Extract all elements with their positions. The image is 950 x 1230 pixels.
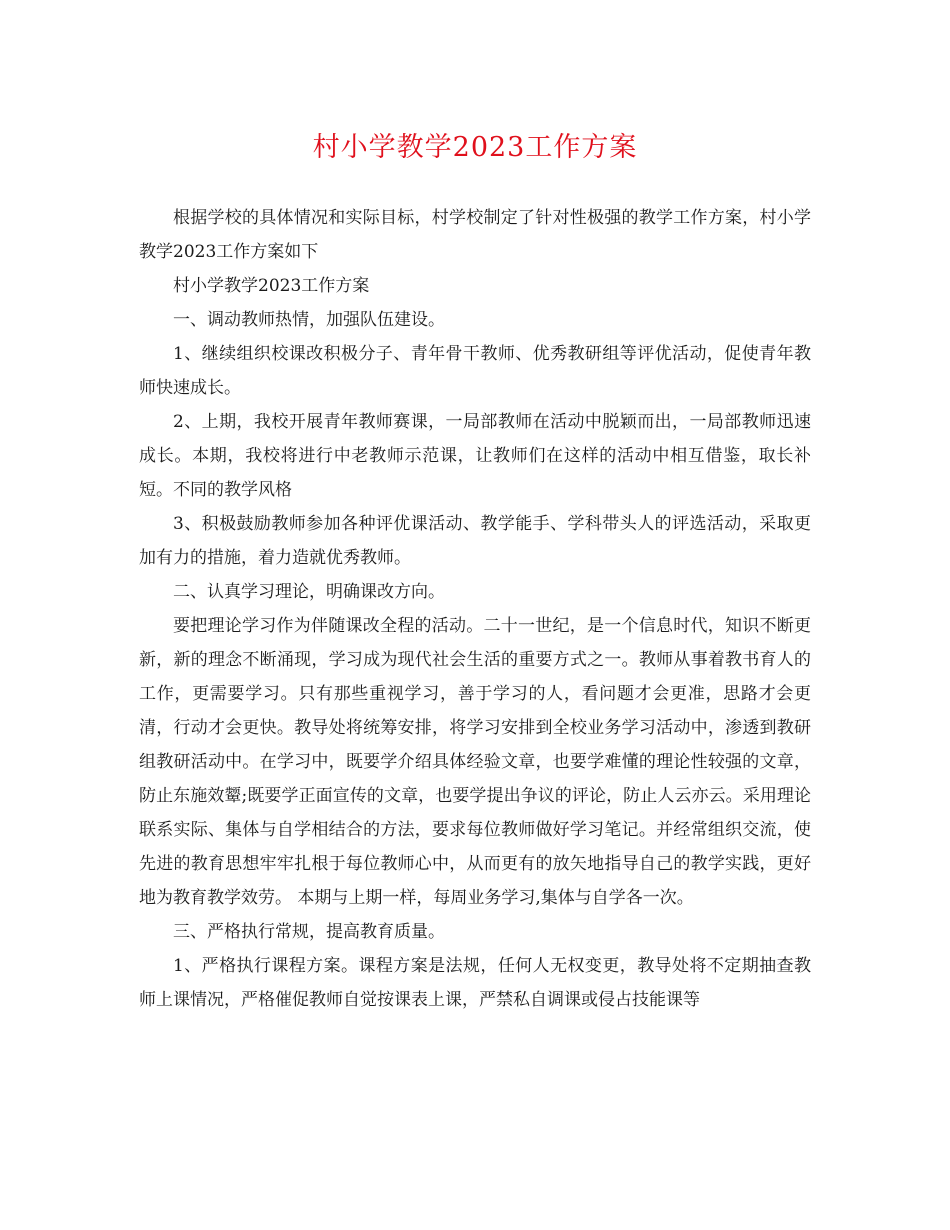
section-heading-3: 三、严格执行常规，提高教育质量。 — [173, 922, 445, 942]
paragraph: 3、积极鼓励教师参加各种评优课活动、教学能手、学科带头人的评选活动，采取更加有力的措施，着力造就优秀教师。 — [139, 514, 811, 568]
paragraph: 2、上期，我校开展青年教师赛课，一局部教师在活动中脱颖而出，一局部教师迅速成长。本期，我校将进行中老教师示范课，让教师们在这样的活动中相互借鉴，取长补短。不同的教学风格 — [139, 412, 811, 500]
paragraph-subtitle: 村小学教学2023工作方案 — [173, 276, 370, 296]
paragraph-intro: 根据学校的具体情况和实际目标，村学校制定了针对性极强的教学工作方案，村小学教学2023工作方案如下 — [139, 208, 811, 262]
section-heading-1: 一、调动教师热情，加强队伍建设。 — [173, 310, 445, 330]
paragraph: 要把理论学习作为伴随课改全程的活动。二十一世纪，是一个信息时代，知识不断更新，新的理念不断涌现，学习成为现代社会生活的重要方式之一。教师从事着教书育人的工作，更需要学习。只有那些重视学习，善于学习的人，看问题才会更准，思路才会更清，行动才会更快。教导处将统筹安排，将学习安排到全校业务学习活动中，渗透到教研组教研活动中。在学习中，既要学介绍具体经验文章，也要学难懂的理论性较强的文章，防止东施效颦;既要学正面宣传的文章，也要学提出争议的评论，防止人云亦云。采用理论联系实际、集体与自学相结合的方法，要求每位教师做好学习笔记。并经常组织交流，使先进的教育思想牢牢扎根于每位教师心中，从而更有的放矢地指导自己的教学实践，更好地为教育教学效劳。 本期与上期一样，每周业务学习,集体与自学各一次。 — [139, 616, 811, 908]
section-heading-2: 二、认真学习理论，明确课改方向。 — [173, 582, 445, 602]
paragraph: 1、严格执行课程方案。课程方案是法规，任何人无权变更，教导处将不定期抽查教师上课情况，严格催促教师自觉按课表上课，严禁私自调课或侵占技能课等 — [139, 956, 811, 1010]
document-body — [139, 201, 811, 1017]
paragraph: 1、继续组织校课改积极分子、青年骨干教师、优秀教研组等评优活动，促使青年教师快速成长。 — [139, 344, 811, 398]
document-title: 村小学教学2023工作方案 — [312, 132, 638, 163]
